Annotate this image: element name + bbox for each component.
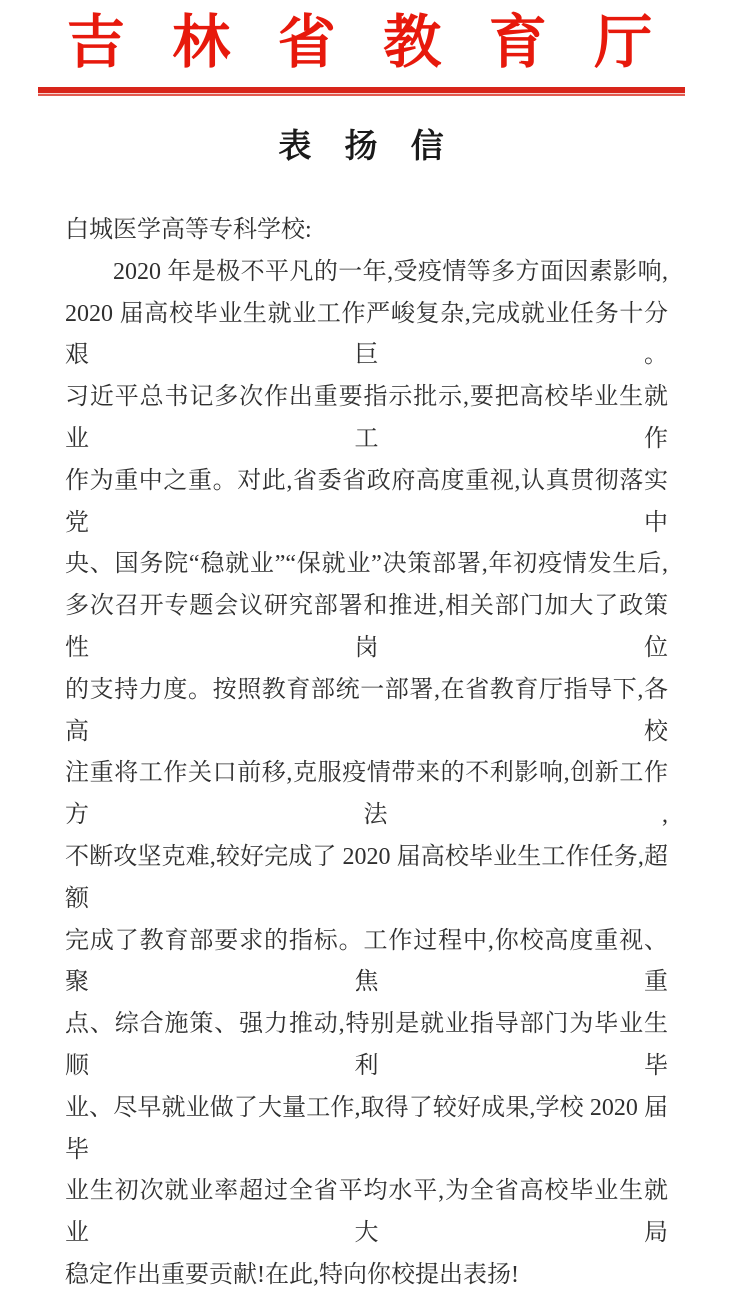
body-line: 注重将工作关口前移,克服疫情带来的不利影响,创新工作方法, (65, 760, 668, 829)
body-line: 2020 届高校毕业生就业工作严峻复杂,完成就业任务十分艰巨。 (65, 300, 668, 369)
body-line: 完成了教育部要求的指标。工作过程中,你校高度重视、聚焦重 (65, 927, 668, 996)
body-line: 习近平总书记多次作出重要指示批示,要把高校毕业生就业工作 (65, 384, 668, 452)
body-line: 的支持力度。按照教育部统一部署,在省教育厅指导下,各高校 (65, 676, 668, 745)
agency-header: 吉 林 省 教 育 厅 (66, 10, 664, 75)
body-line: 2020 年是极不平凡的一年,受疫情等多方面因素影响, (113, 258, 668, 285)
body-line-closing: 稳定作出重要贡献!在此,特向你校提出表扬! (65, 1261, 519, 1288)
body-line: 央、国务院“稳就业”“保就业”决策部署,年初疫情发生后, (65, 551, 668, 578)
red-divider-thin-line (38, 94, 685, 96)
body-line: 点、综合施策、强力推动,特别是就业指导部门为毕业生顺利毕 (65, 1011, 668, 1079)
body-line: 业、尽早就业做了大量工作,取得了较好成果,学校 2020 届毕 (65, 1094, 668, 1163)
body-line: 不断攻坚克难,较好完成了 2020 届高校毕业生工作任务,超额 (65, 843, 668, 912)
body-line: 作为重中之重。对此,省委省政府高度重视,认真贯彻落实党中 (65, 467, 668, 536)
body-line: 多次召开专题会议研究部署和推进,相关部门加大了政策性岗位 (65, 593, 668, 661)
letter-title: 表 扬 信 (278, 127, 452, 164)
body-line: 业生初次就业率超过全省平均水平,为全省高校毕业生就业大局 (65, 1178, 668, 1247)
red-divider (38, 87, 685, 96)
salutation: 白城医学高等专科学校: (65, 217, 312, 243)
letter-body (0, 210, 730, 1297)
